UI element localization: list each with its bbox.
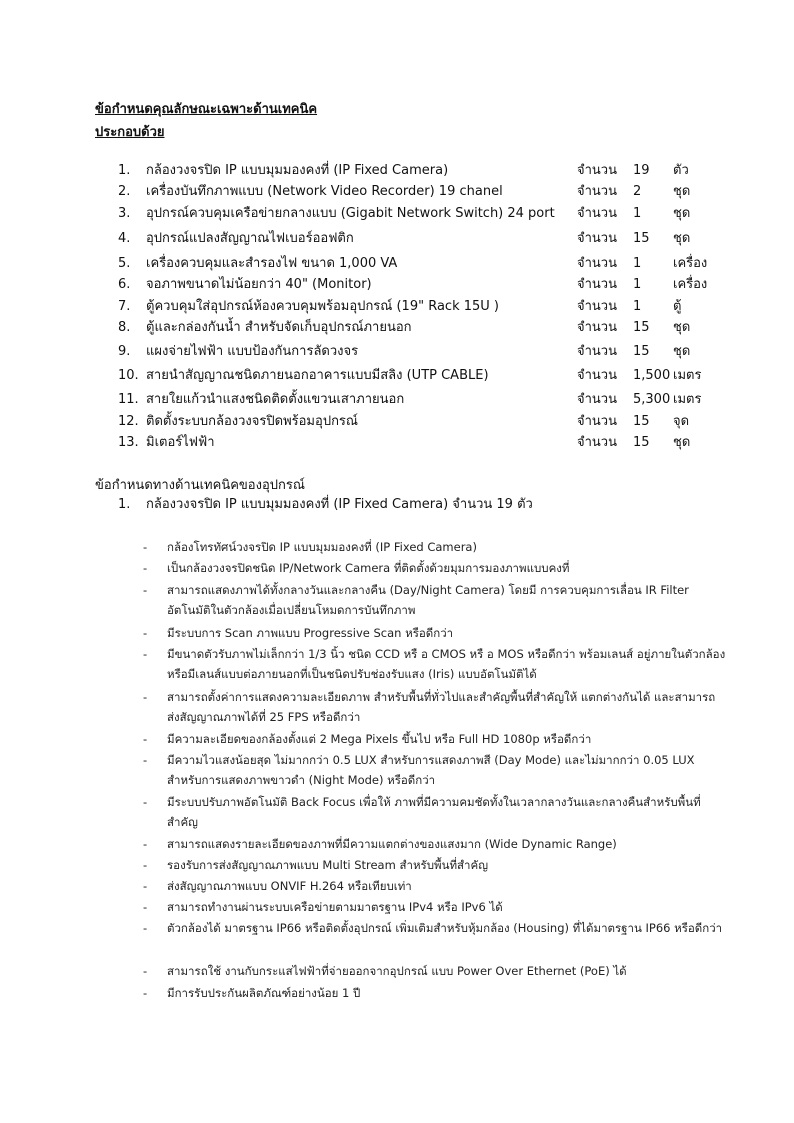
item-unit: เครื่อง (673, 277, 708, 292)
item-row (0, 182, 794, 202)
item-qty-label: จำนวน (577, 368, 617, 383)
item-qty: 15 (633, 231, 650, 246)
item-row (0, 342, 794, 362)
item-row (0, 412, 794, 432)
bullet-dash: - (143, 561, 148, 575)
item-qty-label: จำนวน (577, 344, 617, 359)
item-unit: ตัว (673, 163, 689, 178)
item-name: เครื่องบันทึกภาพแบบ (Network Video Recorder) 19 chanel (146, 184, 503, 199)
item-qty: 19 (633, 163, 650, 178)
item-number: 5. (118, 256, 131, 271)
item-name: ตู้ควบคุมใส่อุปกรณ์ห้องควบคุมพร้อมอุปกรณ์ (19" Rack 15U ) (146, 299, 499, 314)
bullet-dash: - (143, 583, 148, 597)
item-row (0, 275, 794, 295)
spec-item-title: กล้องวงจรปิด IP แบบมุมมองคงที่ (IP Fixed Camera) จำนวน 19 ตัว (146, 497, 533, 512)
item-unit: จุด (673, 414, 690, 429)
item-qty: 1 (633, 299, 642, 314)
bullet-dash: - (143, 626, 148, 640)
item-name: สายใยแก้วนำแสงชนิดติดตั้งแขวนเสาภายนอก (146, 392, 405, 407)
bullet-dash: - (143, 837, 148, 851)
spec-text: มีระบบปรับภาพอัตโนมัติ Back Focus เพื่อให้ ภาพที่มีความคมชัดทั้งในเวลากลางวันและกลางคืนสำหรับพื้นที่สำคัญ (167, 795, 701, 829)
item-qty-label: จำนวน (577, 184, 617, 199)
bullet-dash: - (143, 900, 148, 914)
item-number: 10. (118, 368, 139, 383)
item-number: 2. (118, 184, 131, 199)
item-unit: ชุด (673, 435, 691, 450)
item-row (0, 318, 794, 338)
bullet-dash: - (143, 964, 148, 978)
item-qty: 15 (633, 320, 650, 335)
spec-text: สามารถทำงานผ่านระบบเครือข่ายตามมาตรฐาน IPv4 หรือ IPv6 ได้ (167, 900, 503, 914)
item-qty: 15 (633, 414, 650, 429)
item-row (0, 204, 794, 224)
item-name: เครื่องควบคุมและสำรองไฟ ขนาด 1,000 VA (146, 256, 398, 271)
bullet-dash: - (143, 858, 148, 872)
spec-item-number: 1. (118, 497, 131, 512)
document-heading: ข้อกำหนดคุณลักษณะเฉพาะด้านเทคนิค (95, 102, 318, 117)
item-qty-label: จำนวน (577, 231, 617, 246)
technical-spec-title: ข้อกำหนดทางด้านเทคนิคของอุปกรณ์ (95, 478, 305, 493)
item-name: กล้องวงจรปิด IP แบบมุมมองคงที่ (IP Fixed Camera) (146, 163, 449, 178)
spec-text: สามารถแสดงรายละเอียดของภาพที่มีความแตกต่างของแสงมาก (Wide Dynamic Range) (167, 837, 617, 851)
item-number: 3. (118, 206, 131, 221)
item-row (0, 229, 794, 249)
item-qty-label: จำนวน (577, 277, 617, 292)
item-row (0, 390, 794, 410)
bullet-dash: - (143, 690, 148, 704)
spec-text: ส่งสัญญาณภาพแบบ ONVIF H.264 หรือเทียบเท่า (167, 879, 412, 893)
item-name: จอภาพขนาดไม่น้อยกว่า 40" (Monitor) (146, 277, 372, 292)
item-name: มิเตอร์ไฟฟ้า (146, 435, 215, 450)
item-row (0, 161, 794, 181)
item-qty-label: จำนวน (577, 414, 617, 429)
spec-text: มีความละเอียดของกล้องตั้งแต่ 2 Mega Pixels ขึ้นไป หรือ Full HD 1080p หรือดีกว่า (167, 732, 592, 746)
item-row (0, 433, 794, 453)
bullet-dash: - (143, 879, 148, 893)
bullet-dash: - (143, 921, 148, 935)
item-qty: 15 (633, 344, 650, 359)
item-qty-label: จำนวน (577, 320, 617, 335)
spec-text: สามารถแสดงภาพได้ทั้งกลางวันและกลางคืน (Day/Night Camera) โดยมี การควบคุมการเลื่อน IR Filter อัตโนมัติในตัวกล้องเมื่อเปลี่ยนโหมดการบันทึกภาพ (167, 583, 689, 617)
spec-text: รองรับการส่งสัญญาณภาพแบบ Multi Stream สำหรับพื้นที่สำคัญ (167, 858, 488, 872)
item-number: 7. (118, 299, 131, 314)
item-name: อุปกรณ์แปลงสัญญาณไฟเบอร์ออฟติก (146, 231, 354, 246)
item-row (0, 254, 794, 274)
item-number: 11. (118, 392, 139, 407)
spec-text: มีความไวแสงน้อยสุด ไม่มากกว่า 0.5 LUX สำหรับการแสดงภาพสี (Day Mode) และไม่มากกว่า 0.05 LUX สำหรับการแสดงภาพขาวดำ (Night Mode) หรือดีกว่า (167, 753, 695, 787)
item-unit: ชุด (673, 344, 691, 359)
item-name: อุปกรณ์ควบคุมเครือข่ายกลางแบบ (Gigabit Network Switch) 24 port (146, 206, 555, 221)
item-number: 6. (118, 277, 131, 292)
item-qty: 2 (633, 184, 642, 199)
item-number: 9. (118, 344, 131, 359)
item-unit: เมตร (673, 392, 702, 407)
item-qty: 1 (633, 206, 642, 221)
spec-text: มีระบบการ Scan ภาพแบบ Progressive Scan หรือดีกว่า (167, 626, 454, 640)
item-qty: 5,300 (633, 392, 671, 407)
item-qty-label: จำนวน (577, 299, 617, 314)
item-number: 13. (118, 435, 139, 450)
spec-text: สามารถตั้งค่าการแสดงความละเอียดภาพ สำหรับพื้นที่ทั่วไปและสำคัญพื้นที่สำคัญให้ แตกต่างกันได้ และสามารถส่งสัญญาณภาพได้ที่ 25 FPS หรือดีกว่า (167, 690, 716, 724)
spec-text: ตัวกล้องได้ มาตรฐาน IP66 หรือติดตั้งอุปกรณ์ เพิ่มเติมสำหรับหุ้มกล้อง (Housing) ที่ได้มาตรฐาน IP66 หรือดีกว่า (167, 921, 723, 935)
item-qty-label: จำนวน (577, 163, 617, 178)
bullet-dash: - (143, 753, 148, 767)
spec-text: กล้องโทรทัศน์วงจรปิด IP แบบมุมมองคงที่ (IP Fixed Camera) (167, 540, 477, 554)
spec-text: เป็นกล้องวงจรปิดชนิด IP/Network Camera ที่ติดตั้งด้วยมุมการมองภาพแบบคงที่ (167, 561, 570, 575)
item-qty-label: จำนวน (577, 256, 617, 271)
item-unit: ชุด (673, 320, 691, 335)
item-name: สายนำสัญญาณชนิดภายนอกอาคารแบบมีสลิง (UTP CABLE) (146, 368, 489, 383)
item-qty-label: จำนวน (577, 435, 617, 450)
components-heading: ประกอบด้วย (95, 125, 165, 140)
item-qty-label: จำนวน (577, 392, 617, 407)
item-unit: ตู้ (673, 299, 682, 314)
item-unit: เมตร (673, 368, 702, 383)
item-qty: 1 (633, 277, 642, 292)
spec-text: มีขนาดตัวรับภาพไม่เล็กกว่า 1/3 นิ้ว ชนิด CCD หรื อ CMOS หรื อ MOS หรือดีกว่า พร้อมเลนส์ อยู่ภายในตัวกล้องหรือมีเลนส์แบบต่อภายนอกที่เป็นชนิดปรับช่องรับแสง (Iris) แบบอัตโนมัติได้ (167, 647, 726, 681)
item-number: 1. (118, 163, 131, 178)
item-row (0, 366, 794, 386)
spec-text: มีการรับประกันผลิตภัณฑ์อย่างน้อย 1 ปี (167, 986, 361, 1000)
bullet-dash: - (143, 732, 148, 746)
item-unit: เครื่อง (673, 256, 708, 271)
item-name: ติดตั้งระบบกล้องวงจรปิดพร้อมอุปกรณ์ (146, 414, 358, 429)
bullet-dash: - (143, 986, 148, 1000)
item-name: แผงจ่ายไฟฟ้า แบบป้องกันการลัดวงจร (146, 344, 359, 359)
item-unit: ชุด (673, 231, 691, 246)
bullet-dash: - (143, 540, 148, 554)
item-qty: 15 (633, 435, 650, 450)
item-number: 4. (118, 231, 131, 246)
item-number: 8. (118, 320, 131, 335)
item-qty-label: จำนวน (577, 206, 617, 221)
item-qty: 1 (633, 256, 642, 271)
spec-text: สามารถใช้ งานกับกระแสไฟฟ้าที่จ่ายออกจากอุปกรณ์ แบบ Power Over Ethernet (PoE) ได้ (167, 964, 627, 978)
item-unit: ชุด (673, 184, 691, 199)
item-number: 12. (118, 414, 139, 429)
item-row (0, 297, 794, 317)
item-name: ตู้และกล่องกันน้ำ สำหรับจัดเก็บอุปกรณ์ภายนอก (146, 320, 412, 335)
bullet-dash: - (143, 647, 148, 661)
bullet-dash: - (143, 795, 148, 809)
item-qty: 1,500 (633, 368, 671, 383)
item-unit: ชุด (673, 206, 691, 221)
